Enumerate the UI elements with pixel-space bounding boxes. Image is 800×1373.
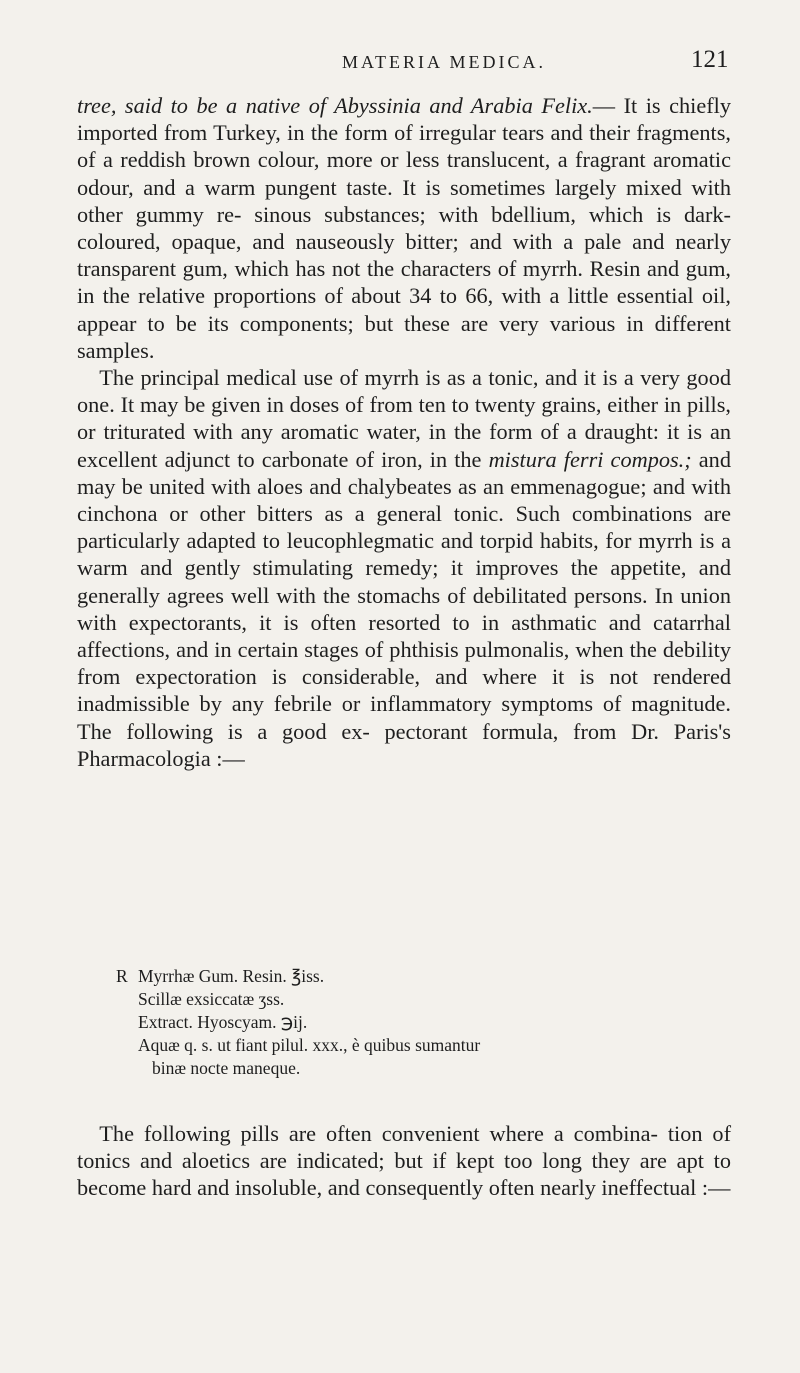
paragraph-text: and may be united with aloes and chalybeates as an emmenagogue; and with cinchona or other bitters as a general tonic. Such combinations are particularly adapted to leucophlegmatic and torpid habits, for myrrh is a warm and gently stimulating remedy; it improves the appetite, and generally agrees well with the stomachs of debilitated persons. In union with expectorants, it is often resorted to in asthmatic and catarrhal affections, and in certain stages of phthisis pulmonalis, when the debility from expectoration is considerable, and where it is not rendered inadmissible by any febrile or inflammatory symptoms of magnitude. The following is a good ex- pectorant formula, from Dr. Paris's Pharmacologia :— bbox=[77, 446, 731, 771]
paragraph-myrrh-description bbox=[77, 92, 731, 364]
page-number: 121 bbox=[691, 46, 729, 73]
recipe-line: Extract. Hyoscyam. ℈ij. bbox=[138, 1012, 308, 1032]
closing-text bbox=[77, 1120, 731, 1202]
recipe-line: binæ nocte maneque. bbox=[152, 1058, 301, 1078]
recipe-symbol: R bbox=[116, 966, 128, 986]
paragraph-pills bbox=[77, 1120, 731, 1202]
paragraph-text: — It is chiefly imported from Turkey, in the form of irregular tears and their fragments, of a reddish brown colour, more or less translucent, a fragrant aromatic odour, and a warm pungent taste. It is sometimes largely mixed with other gummy re- sinous substances; with bdellium, which is dark-coloured, opaque, and nauseously bitter; and with a pale and nearly transparent gum, which has not the characters of myrrh. Resin and gum, in the relative proportions of about 34 to 66, with a little essential oil, appear to be its components; but these are very various in different samples. bbox=[77, 93, 732, 363]
paragraph-text: The principal medical use of myrrh is as a tonic, and it is a very good one. It may be given in doses of from ten to twenty grains, either in pills, or triturated with any aromatic water, in the form of a draught: it is an excellent adjunct to carbonate of iron, in the bbox=[77, 365, 731, 472]
recipe-ingredient: Myrrhæ Gum. Resin. ℥iss. bbox=[138, 966, 325, 986]
main-text bbox=[77, 92, 731, 772]
italic-term: mistura ferri compos.; bbox=[488, 446, 692, 472]
paragraph-text: The following pills are often convenient where a combina- tion of tonics and aloetics are indicated; but if kept too long they are apt to become hard and insoluble, and consequently often nearly ineffectual :— bbox=[77, 1121, 731, 1201]
recipe-line: Scillæ exsiccatæ ʒss. bbox=[138, 989, 285, 1009]
recipe-block bbox=[116, 965, 736, 1080]
paragraph-medical-use bbox=[77, 364, 731, 772]
running-head: MATERIA MEDICA. bbox=[342, 52, 547, 72]
recipe-line bbox=[116, 965, 736, 988]
italic-lead: tree, said to be a native of Abyssinia and Arabia Felix. bbox=[77, 93, 593, 118]
recipe-line: Aquæ q. s. ut fiant pilul. xxx., è quibus sumantur bbox=[138, 1035, 481, 1055]
